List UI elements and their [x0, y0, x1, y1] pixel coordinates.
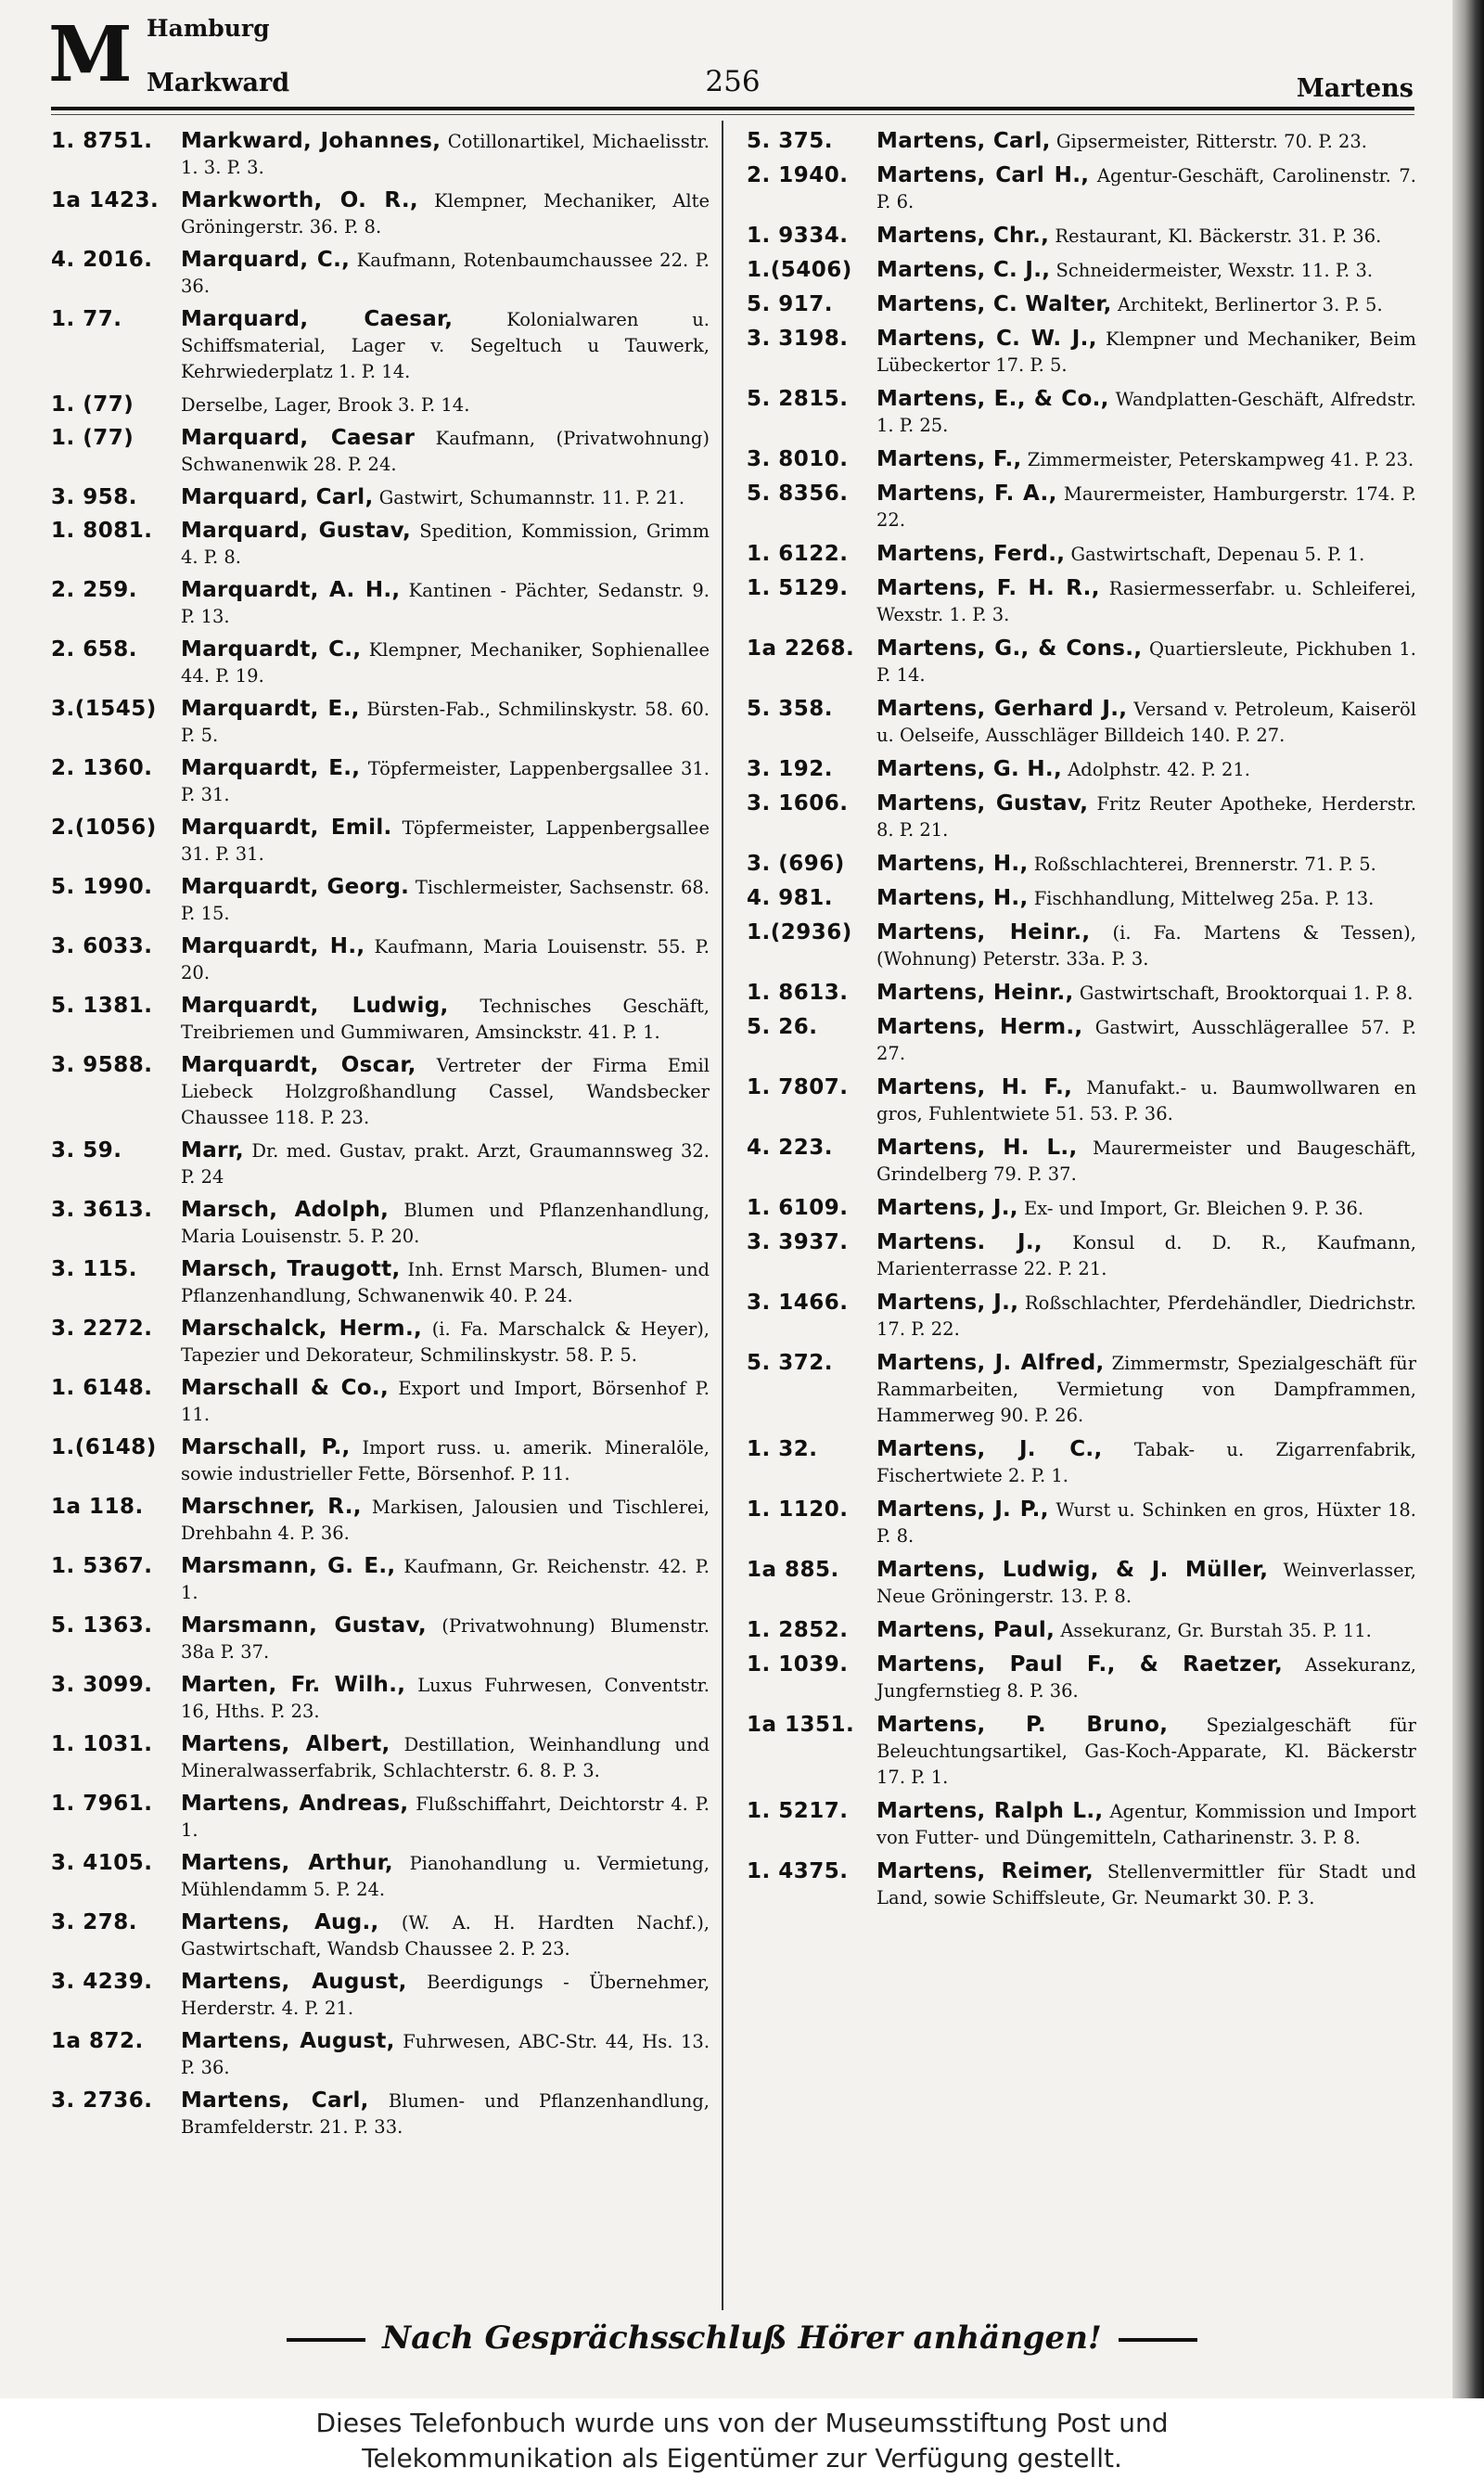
entry-name: Martens, G. H., [876, 757, 1062, 781]
entry-name: Marschner, R., [181, 1495, 362, 1519]
entry-name: Martens, C. W. J., [876, 327, 1097, 351]
entry-description: Restaurant, Kl. Bäckerstr. 31. P. 36. [1055, 225, 1382, 247]
phone-number: 1. 1031. [51, 1732, 153, 1756]
directory-entry [51, 1052, 710, 1131]
entry-description: Quartiersleute, Pickhuben 1. P. 14. [876, 638, 1416, 686]
entry-description: Markisen, Jalousien und Tischlerei, Drehbahn 4. P. 36. [181, 1497, 710, 1544]
entry-description: Technisches Geschäft, Treibriemen und Gummiwaren, Amsinckstr. 41. P. 1. [181, 996, 710, 1043]
entry-name: Martens, G., & Cons., [876, 636, 1143, 661]
directory-entry [51, 425, 710, 478]
phone-number: 3. 4105. [51, 1851, 153, 1875]
header-rule [51, 107, 1414, 110]
directory-entry [51, 1197, 710, 1250]
phone-number: 1. 5129. [747, 576, 849, 600]
directory-entry [51, 1375, 710, 1428]
entry-description: Konsul d. D. R., Kaufmann, Marienterrasse 22. P. 21. [876, 1232, 1416, 1279]
directory-entry [747, 1712, 1416, 1791]
directory-entry [747, 446, 1416, 473]
directory-entry [51, 1791, 710, 1844]
entry-name: Martens, H., [876, 852, 1029, 876]
entry-description: Spezialgeschäft für Beleuchtungsartikel, Gas-Koch-Apparate, Kl. Bäckerstr 17. P. 1. [876, 1715, 1416, 1788]
directory-entry [747, 1229, 1416, 1282]
entry-description: Schneidermeister, Wexstr. 11. P. 3. [1055, 260, 1374, 281]
entry-name: Martens, F., [876, 447, 1022, 471]
phone-number: 1a 1351. [747, 1713, 855, 1737]
entry-name: Martens, J. Alfred, [876, 1351, 1105, 1375]
directory-entry [51, 2088, 710, 2140]
entry-description: Töpfermeister, Lappenbergsallee 31. P. 31. [181, 817, 710, 865]
phone-number: 3. 2736. [51, 2088, 153, 2113]
entry-description: Import russ. u. amerik. Mineralöle, sowie industrieller Fette, Börsenhof. P. 11. [181, 1437, 710, 1484]
entry-description: Flußschiffahrt, Deichtorstr 4. P. 1. [181, 1793, 710, 1841]
directory-entry [51, 247, 710, 300]
entry-name: Martens, Arthur, [181, 1851, 393, 1875]
entry-description: Versand v. Petroleum, Kaiseröl u. Oelseife, Ausschläger Billdeich 140. P. 27. [876, 699, 1417, 746]
phone-number: 1. 2852. [747, 1618, 849, 1642]
entry-description: Beerdigungs - Übernehmer, Herderstr. 4. P. 21. [181, 1972, 710, 2019]
phone-number: 4. 981. [747, 886, 833, 910]
directory-entry [747, 1074, 1416, 1127]
entry-name: Marquard, C., [181, 248, 351, 272]
phone-number: 1.(6148) [51, 1435, 157, 1459]
footer-dash-right [1119, 2338, 1197, 2342]
entry-description: Stellenvermittler für Stadt und Land, sowie Schiffsleute, Gr. Neumarkt 30. P. 3. [876, 1861, 1416, 1908]
entry-name: Martens, August, [181, 1970, 407, 1994]
city-heading: Hamburg [147, 15, 270, 42]
entry-name: Martens, Reimer, [876, 1859, 1094, 1883]
directory-entry [51, 1256, 710, 1309]
phone-number: 3. 3937. [747, 1230, 849, 1254]
phone-number: 3. 3198. [747, 327, 849, 351]
footer-note [0, 2319, 1484, 2357]
entry-name: Marquard, Caesar, [181, 307, 454, 331]
directory-entry [51, 755, 710, 808]
entry-name: Martens, Ludwig, & J. Müller, [876, 1558, 1269, 1582]
entry-description: Kolonialwaren u. Schiffsmaterial, Lager v. Segeltuch u Tauwerk, Kehrwiederplatz 1. P. 14. [181, 309, 710, 382]
directory-entry [51, 392, 710, 418]
phone-number: 1. 5217. [747, 1799, 849, 1823]
phone-number: 5. 1990. [51, 875, 153, 899]
directory-entry [747, 1617, 1416, 1644]
entry-description: Gastwirtschaft, Brooktorquai 1. P. 8. [1079, 983, 1414, 1004]
phone-number: 2. 1940. [747, 163, 849, 187]
phone-number: 5. 8356. [747, 482, 849, 506]
phone-number: 3. 958. [51, 485, 137, 509]
footer-dash-left [287, 2338, 365, 2342]
entry-name: Marquard, Caesar [181, 426, 416, 450]
credit-bar [0, 2398, 1484, 2480]
entry-description: Spedition, Kommission, Grimm 4. P. 8. [181, 520, 710, 568]
entry-description: Agentur-Geschäft, Carolinenstr. 7. P. 6. [876, 165, 1416, 212]
directory-entry [51, 636, 710, 689]
credit-line-2: Telekommunikation als Eigentümer zur Verfügung gestellt. [362, 2443, 1122, 2474]
entry-name: Markward, Johannes, [181, 129, 441, 153]
entry-description: Klempner und Mechaniker, Beim Lübeckertor 17. P. 5. [876, 328, 1416, 376]
entry-name: Marquardt, E., [181, 756, 361, 780]
entry-name: Marquard, Carl, [181, 485, 374, 509]
directory-entry [51, 1494, 710, 1547]
entry-name: Martens, Carl, [181, 2088, 369, 2113]
directory-entry [747, 919, 1416, 972]
directory-entry [747, 756, 1416, 783]
phone-number: 3. 1606. [747, 791, 849, 816]
entry-name: Martens, H. L., [876, 1136, 1078, 1160]
directory-entry [51, 1434, 710, 1487]
directory-entry [51, 577, 710, 630]
directory-entry [747, 696, 1416, 749]
directory-entry [747, 1135, 1416, 1188]
entry-name: Martens, F. A., [876, 482, 1057, 506]
directory-entry [747, 223, 1416, 250]
directory-entry [51, 1969, 710, 2022]
page-number: 256 [705, 65, 761, 98]
phone-number: 1. 32. [747, 1437, 818, 1461]
directory-entry [51, 1850, 710, 1903]
directory-entry [51, 187, 710, 240]
entry-description: Gipsermeister, Ritterstr. 70. P. 23. [1055, 131, 1367, 152]
entry-description: Töpfermeister, Lappenbergsallee 31. P. 31. [181, 758, 710, 805]
directory-entry [747, 326, 1416, 379]
directory-entry [747, 257, 1416, 284]
directory-entry [747, 636, 1416, 688]
entry-description: Destillation, Weinhandlung und Mineralwasserfabrik, Schlachterstr. 6. 8. P. 3. [181, 1734, 710, 1781]
directory-entry [747, 851, 1416, 878]
entry-name: Martens, Aug., [181, 1910, 379, 1934]
directory-entry [747, 1651, 1416, 1704]
right-column [747, 128, 1416, 1919]
phone-number: 2. 1360. [51, 756, 153, 780]
phone-number: 5. 375. [747, 129, 833, 153]
directory-entry [747, 1557, 1416, 1610]
directory-entry [51, 874, 710, 927]
entry-name: Martens, Heinr., [876, 920, 1091, 944]
entry-description: Assekuranz, Jungfernstieg 8. P. 36. [876, 1654, 1416, 1702]
entry-description: Assekuranz, Gr. Burstah 35. P. 11. [1060, 1620, 1372, 1641]
entry-name: Marsch, Traugott, [181, 1257, 401, 1281]
phone-number: 1. 77. [51, 307, 122, 331]
directory-entry [747, 1497, 1416, 1549]
entry-description: Blumen- und Pflanzenhandlung, Bramfelderstr. 21. P. 33. [181, 2090, 710, 2138]
entry-name: Marquardt, Georg. [181, 875, 410, 899]
entry-description: Cotillonartikel, Michaelisstr. 1. 3. P. 3. [181, 131, 710, 178]
phone-number: 1. 7807. [747, 1075, 849, 1099]
directory-entry [51, 1553, 710, 1606]
entry-description: Tischlermeister, Sachsenstr. 68. P. 15. [181, 877, 710, 924]
entry-description: Architekt, Berlinertor 3. P. 5. [1117, 294, 1383, 315]
directory-entry [747, 162, 1416, 215]
phone-number: 5. 26. [747, 1015, 818, 1039]
phone-number: 3. 59. [51, 1138, 122, 1163]
entry-description: Kantinen - Pächter, Sedanstr. 9. P. 13. [181, 580, 710, 627]
entry-name: Marquardt, H., [181, 934, 365, 958]
entry-description: Agentur, Kommission und Import von Futter- und Düngemitteln, Catharinenstr. 3. P. 8. [876, 1801, 1416, 1848]
directory-entry [51, 306, 710, 385]
section-letter: M [48, 10, 131, 99]
phone-number: 1. 5367. [51, 1554, 153, 1578]
entry-description: Maurermeister und Baugeschäft, Grindelberg 79. P. 37. [876, 1137, 1416, 1185]
left-column [51, 128, 710, 2147]
entry-name: Martens, H. F., [876, 1075, 1073, 1099]
entry-description: Rasiermesserfabr. u. Schleiferei, Wexstr. 1. P. 3. [876, 578, 1417, 625]
phone-number: 1. 6122. [747, 542, 849, 566]
directory-entry [51, 815, 710, 867]
phone-number: 2. 658. [51, 637, 137, 662]
entry-description: Zimmermstr, Spezialgeschäft für Rammarbeiten, Vermietung von Dampframmen, Hammerweg 90. P. 26. [876, 1353, 1417, 1426]
entry-name: Martens, P. Bruno, [876, 1713, 1169, 1737]
entry-description: Gastwirt, Ausschlägerallee 57. P. 27. [876, 1017, 1416, 1064]
column-divider [722, 121, 723, 2310]
directory-entry [747, 1014, 1416, 1067]
header-rule-thin [51, 114, 1414, 115]
phone-number: 1a 1423. [51, 188, 160, 212]
entry-description: Manufakt.- u. Baumwollwaren en gros, Fuhlentwiete 51. 53. P. 36. [876, 1077, 1416, 1124]
entry-description: Klempner, Mechaniker, Alte Gröningerstr. 36. P. 8. [181, 190, 710, 238]
entry-name: Martens. J., [876, 1230, 1043, 1254]
entry-name: Martens, Heinr., [876, 981, 1074, 1005]
phone-number: 1a 872. [51, 2029, 144, 2053]
directory-entry [747, 1436, 1416, 1489]
phone-number: 3. 1466. [747, 1291, 849, 1315]
phone-number: 1. 9334. [747, 224, 849, 248]
phone-number: 1. 8613. [747, 981, 849, 1005]
entry-name: Martens, Andreas, [181, 1792, 409, 1816]
entry-description: Luxus Fuhrwesen, Conventstr. 16, Hths. P. 23. [181, 1675, 710, 1722]
entry-name: Martens, Carl H., [876, 163, 1090, 187]
phone-number: 3. 278. [51, 1910, 137, 1934]
phone-number: 3. 2272. [51, 1317, 153, 1341]
directory-entry [747, 1290, 1416, 1343]
phone-number: 1. 6148. [51, 1376, 153, 1400]
directory-entry [51, 1137, 710, 1190]
entry-name: Martens, H., [876, 886, 1029, 910]
entry-name: Martens, Paul, [876, 1618, 1055, 1642]
directory-entry [51, 993, 710, 1046]
entry-description: Blumen und Pflanzenhandlung, Maria Louisenstr. 5. P. 20. [181, 1200, 710, 1247]
phone-number: 3. 3099. [51, 1673, 153, 1697]
entry-name: Marquardt, A. H., [181, 578, 401, 602]
entry-description: Wurst u. Schinken en gros, Hüxter 18. P. 8. [876, 1499, 1416, 1547]
entry-name: Martens, August, [181, 2029, 395, 2053]
directory-entry [747, 980, 1416, 1007]
phone-number: 1a 885. [747, 1558, 839, 1582]
entry-name: Marsch, Adolph, [181, 1198, 390, 1222]
entry-description: Fischhandlung, Mittelweg 25a. P. 13. [1033, 888, 1375, 909]
entry-name: Marten, Fr. Wilh., [181, 1673, 406, 1697]
entry-description: Kaufmann, Maria Louisenstr. 55. P. 20. [181, 936, 710, 983]
phone-number: 3. 192. [747, 757, 833, 781]
phone-number: 1. 8081. [51, 519, 153, 543]
entry-description: Fritz Reuter Apotheke, Herderstr. 8. P. 21. [876, 793, 1417, 841]
credit-line-1: Dieses Telefonbuch wurde uns von der Museumsstiftung Post und [315, 2408, 1169, 2438]
phone-number: 5. 1363. [51, 1613, 153, 1638]
entry-name: Martens, J., [876, 1291, 1019, 1315]
phone-number: 4. 223. [747, 1136, 833, 1160]
directory-entry [747, 1798, 1416, 1851]
entry-description: Klempner, Mechaniker, Sophienallee 44. P. 19. [181, 639, 710, 687]
directory-entry [51, 933, 710, 986]
phone-number: 3.(1545) [51, 697, 157, 721]
directory-entry [747, 541, 1416, 568]
entry-name: Martens, Gustav, [876, 791, 1089, 816]
directory-entry [747, 481, 1416, 533]
entry-name: Martens, Albert, [181, 1732, 390, 1756]
entry-description: Wandplatten-Geschäft, Alfredstr. 1. P. 25. [876, 389, 1416, 436]
directory-entry [51, 484, 710, 511]
phone-number: 3. 3613. [51, 1198, 153, 1222]
phone-number: 1. 8751. [51, 129, 153, 153]
phone-number: 5. 1381. [51, 994, 153, 1018]
phone-number: 2. 259. [51, 578, 137, 602]
last-entry-keyword: Martens [1296, 74, 1414, 103]
directory-entry [747, 291, 1416, 318]
entry-description: Maurermeister, Hamburgerstr. 174. P. 22. [876, 483, 1416, 531]
phone-number: 3. 9588. [51, 1053, 153, 1077]
entry-description: Adolphstr. 42. P. 21. [1068, 759, 1250, 780]
scan-edge [1452, 0, 1484, 2398]
directory-entry [51, 1613, 710, 1665]
entry-description: Kaufmann, (Privatwohnung) Schwanenwik 28. P. 24. [181, 428, 710, 475]
phone-number: 1. 6109. [747, 1196, 849, 1220]
phone-number: 1a 2268. [747, 636, 855, 661]
first-entry-keyword: Markward [147, 69, 290, 97]
entry-name: Martens, C. J., [876, 258, 1051, 282]
entry-name: Marsmann, G. E., [181, 1554, 396, 1578]
entry-description: Vertreter der Firma Emil Liebeck Holzgroßhandlung Cassel, Wandsbecker Chaussee 118. P. 23. [181, 1055, 710, 1128]
phone-number: 1a 118. [51, 1495, 144, 1519]
phone-number: 4. 2016. [51, 248, 153, 272]
phone-number: 2.(1056) [51, 816, 157, 840]
phone-number: 5. 372. [747, 1351, 833, 1375]
entry-description: Kaufmann, Gr. Reichenstr. 42. P. 1. [181, 1556, 710, 1603]
directory-entry [747, 1350, 1416, 1429]
directory-entry [51, 1909, 710, 1962]
entry-description: Ex- und Import, Gr. Bleichen 9. P. 36. [1024, 1198, 1364, 1219]
entry-description: Fuhrwesen, ABC-Str. 44, Hs. 13. P. 36. [181, 2031, 710, 2078]
entry-name: Martens, Gerhard J., [876, 697, 1128, 721]
entry-description: Bürsten-Fab., Schmilinskystr. 58. 60. P. 5. [181, 699, 710, 746]
entry-name: Martens, Ferd., [876, 542, 1066, 566]
phone-number: 3. 115. [51, 1257, 137, 1281]
phone-number: 5. 917. [747, 292, 833, 316]
entry-name: Martens, J. C., [876, 1437, 1103, 1461]
footer-note-text: Nach Gesprächsschluß Hörer anhängen! [382, 2319, 1102, 2357]
phone-number: 3. 8010. [747, 447, 849, 471]
entry-description: (W. A. H. Hardten Nachf.), Gastwirtschaft, Wandsb Chaussee 2. P. 23. [181, 1912, 710, 1960]
entry-name: Markworth, O. R., [181, 188, 418, 212]
directory-entry [51, 1672, 710, 1725]
phone-number: 1. 7961. [51, 1792, 153, 1816]
directory-entry [747, 1195, 1416, 1222]
directory-entry [747, 386, 1416, 439]
directory-entry [51, 128, 710, 181]
directory-entry [51, 1316, 710, 1368]
entry-description: (Privatwohnung) Blumenstr. 38a P. 37. [181, 1615, 710, 1663]
entry-name: Martens, Carl, [876, 129, 1051, 153]
directory-entry [51, 2028, 710, 2081]
phone-number: 5. 358. [747, 697, 833, 721]
entry-description: Pianohandlung u. Vermietung, Mühlendamm 5. P. 24. [181, 1853, 710, 1900]
entry-description: Zimmermeister, Peterskampweg 41. P. 23. [1027, 449, 1414, 470]
entry-description: Gastwirt, Schumannstr. 11. P. 21. [378, 487, 685, 508]
directory-entry [51, 518, 710, 571]
entry-name: Martens, J. P., [876, 1497, 1049, 1522]
entry-name: Martens, F. H. R., [876, 576, 1100, 600]
phone-number: 1. 1039. [747, 1652, 849, 1677]
phone-number: 3. (696) [747, 852, 845, 876]
directory-entry [747, 128, 1416, 155]
entry-description: Gastwirtschaft, Depenau 5. P. 1. [1070, 544, 1365, 565]
directory-entry [747, 885, 1416, 912]
entry-description: Derselbe, Lager, Brook 3. P. 14. [181, 394, 470, 416]
entry-name: Martens, Paul F., & Raetzer, [876, 1652, 1284, 1677]
phone-number: 3. 4239. [51, 1970, 153, 1994]
entry-description: (i. Fa. Martens & Tessen), (Wohnung) Peterstr. 33a. P. 3. [876, 922, 1416, 970]
phone-number: 1. (77) [51, 426, 134, 450]
entry-name: Marsmann, Gustav, [181, 1613, 427, 1638]
phone-number: 3. 6033. [51, 934, 153, 958]
phone-number: 1. 4375. [747, 1859, 849, 1883]
entry-name: Martens, J., [876, 1196, 1018, 1220]
entry-description: (i. Fa. Marschalck & Heyer), Tapezier und Dekorateur, Schmilinskystr. 58. P. 5. [181, 1318, 710, 1366]
entry-name: Martens, E., & Co., [876, 387, 1109, 411]
entry-description: Inh. Ernst Marsch, Blumen- und Pflanzenhandlung, Schwanenwik 40. P. 24. [181, 1259, 710, 1306]
phone-number: 1.(5406) [747, 258, 852, 282]
entry-name: Martens, Chr., [876, 224, 1050, 248]
phone-number: 1.(2936) [747, 920, 852, 944]
entry-name: Marquard, Gustav, [181, 519, 412, 543]
entry-name: Marquardt, Oscar, [181, 1053, 416, 1077]
entry-name: Marquardt, C., [181, 637, 362, 662]
entry-description: Roßschlachter, Pferdehändler, Diedrichstr. 17. P. 22. [876, 1292, 1416, 1340]
directory-entry [51, 1731, 710, 1784]
entry-description: Kaufmann, Rotenbaumchaussee 22. P. 36. [181, 250, 710, 297]
directory-entry [51, 696, 710, 749]
entry-description: Dr. med. Gustav, prakt. Arzt, Graumannsweg 32. P. 24 [181, 1140, 710, 1188]
entry-description: Roßschlachterei, Brennerstr. 71. P. 5. [1033, 854, 1376, 875]
entry-name: Marquardt, Ludwig, [181, 994, 449, 1018]
entry-name: Marschalck, Herm., [181, 1317, 423, 1341]
entry-description: Export und Import, Börsenhof P. 11. [181, 1378, 710, 1425]
entry-name: Marschall, P., [181, 1435, 351, 1459]
entry-name: Marr, [181, 1138, 244, 1163]
directory-entry [747, 790, 1416, 843]
phone-number: 1. 1120. [747, 1497, 849, 1522]
entry-name: Marquardt, E., [181, 697, 360, 721]
entry-name: Martens, Ralph L., [876, 1799, 1104, 1823]
entry-name: Marquardt, Emil. [181, 816, 392, 840]
phone-number: 5. 2815. [747, 387, 849, 411]
directory-entry [747, 1858, 1416, 1911]
entry-name: Martens, Herm., [876, 1015, 1083, 1039]
phone-number: 1. (77) [51, 392, 134, 417]
entry-name: Marschall & Co., [181, 1376, 390, 1400]
entry-description: Weinverlasser, Neue Gröningerstr. 13. P. 8. [876, 1560, 1416, 1607]
entry-description: Tabak- u. Zigarrenfabrik, Fischertwiete 2. P. 1. [876, 1439, 1417, 1486]
entry-name: Martens, C. Walter, [876, 292, 1112, 316]
directory-entry [747, 575, 1416, 628]
